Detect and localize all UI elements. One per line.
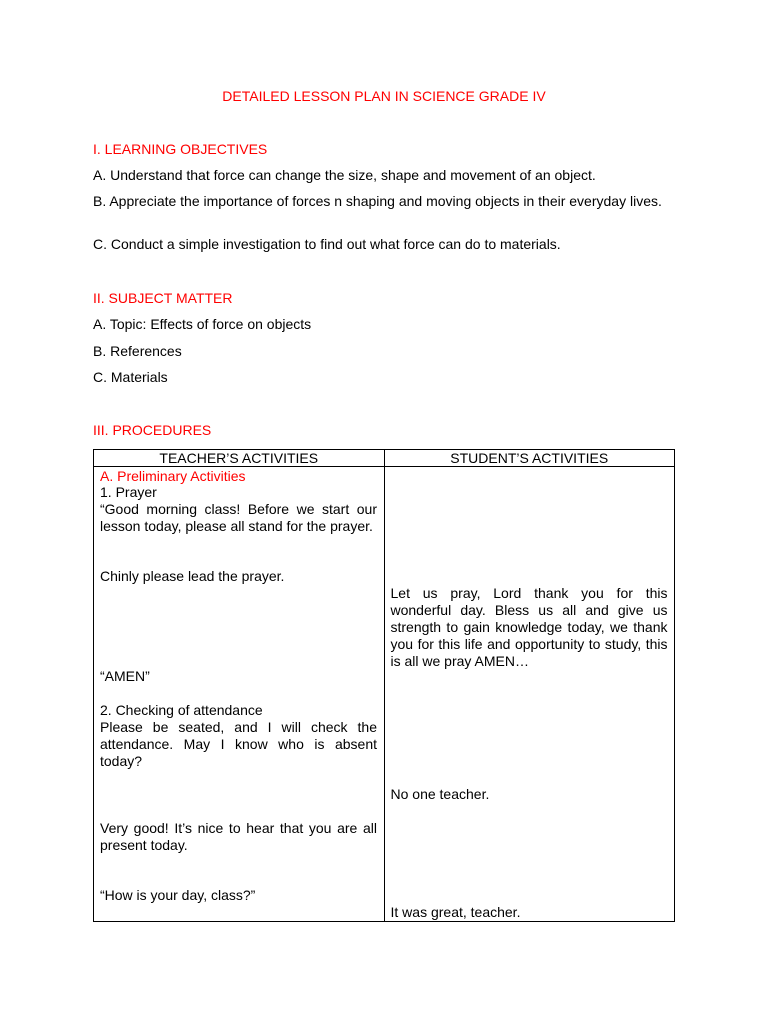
subject-matter-heading: II. SUBJECT MATTER	[93, 290, 233, 306]
student-absent-reply: No one teacher.	[390, 786, 490, 802]
subject-materials: C. Materials	[93, 369, 168, 385]
how-is-your-day-text: “How is your day, class?”	[100, 887, 256, 903]
subject-references: B. References	[93, 343, 182, 359]
teacher-column-header: TEACHER’S ACTIVITIES	[94, 450, 385, 467]
objective-c: C. Conduct a simple investigation to find out what force can do to materials.	[93, 236, 561, 252]
attendance-text: Please be seated, and I will check the attendance. May I know who is absent today?	[100, 719, 377, 769]
objective-b: B. Appreciate the importance of forces n shaping and moving objects in their everyday lives.	[93, 193, 662, 209]
prayer-greeting: “Good morning class! Before we start our lesson today, please all stand for the prayer.	[100, 501, 377, 534]
objectives-heading: I. LEARNING OBJECTIVES	[93, 141, 268, 157]
lead-prayer-text: Chinly please lead the prayer.	[100, 568, 285, 584]
procedures-heading: III. PROCEDURES	[93, 422, 212, 438]
amen-text: “AMEN”	[100, 668, 150, 684]
student-column-header: STUDENT’S ACTIVITIES	[384, 450, 675, 467]
student-day-reply: It was great, teacher.	[390, 904, 521, 920]
objective-a: A. Understand that force can change the size, shape and movement of an object.	[93, 167, 596, 183]
subject-topic: A. Topic: Effects of force on objects	[93, 316, 312, 332]
document-title: DETAILED LESSON PLAN IN SCIENCE GRADE IV	[222, 88, 546, 104]
attendance-title: 2. Checking of attendance	[100, 702, 263, 718]
student-prayer-text: Let us pray, Lord thank you for this wonderful day. Bless us all and give us strength to gain knowledge today, we thank you for this life and opportunity to study, this is all we pray AMEN…	[390, 585, 668, 669]
preliminary-activities-label: A. Preliminary Activities	[100, 468, 246, 484]
student-activities-cell	[384, 467, 675, 922]
table-row	[94, 467, 675, 922]
teacher-activities-cell	[94, 467, 385, 922]
prayer-title: 1. Prayer	[100, 484, 157, 500]
table-header-row	[94, 450, 675, 467]
present-praise-text: Very good! It’s nice to hear that you are all present today.	[100, 820, 377, 853]
procedures-table	[93, 449, 675, 922]
